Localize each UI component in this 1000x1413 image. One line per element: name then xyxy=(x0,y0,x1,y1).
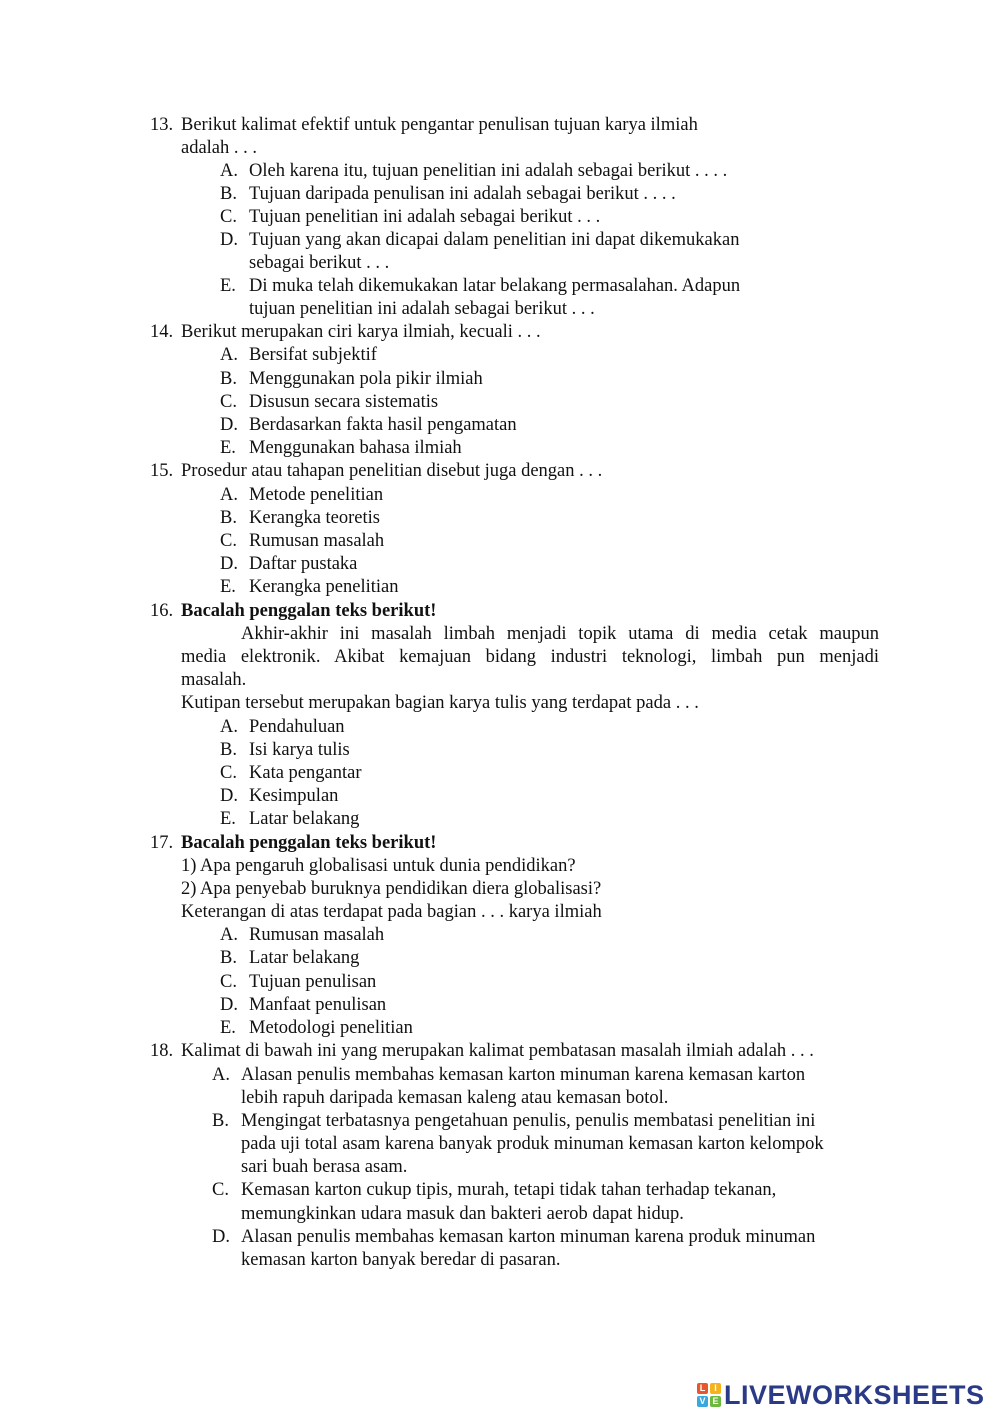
logo-mark-letter: I xyxy=(710,1383,721,1394)
option-text: kemasan karton banyak beredar di pasaran. xyxy=(241,1250,561,1270)
option-letter: B. xyxy=(220,369,237,389)
option-letter: A. xyxy=(220,161,238,181)
option-letter: E. xyxy=(220,577,236,597)
option-letter: B. xyxy=(220,948,237,968)
option-text: Isi karya tulis xyxy=(249,740,350,760)
option-letter: C. xyxy=(220,531,237,551)
option-text: Rumusan masalah xyxy=(249,531,385,551)
option-text: pada uji total asam karena banyak produk minuman kemasan karton kelompok xyxy=(241,1134,824,1154)
question-stem: Keterangan di atas terdapat pada bagian . . . karya ilmiah xyxy=(181,902,602,922)
option-text: Tujuan daripada penulisan ini adalah sebagai berikut . . . . xyxy=(249,184,676,204)
question-heading: Bacalah penggalan teks berikut! xyxy=(181,601,437,621)
option-text: Mengingat terbatasnya pengetahuan penulis, penulis membatasi penelitian ini xyxy=(241,1111,816,1131)
logo-mark-letter: L xyxy=(697,1383,708,1394)
option-letter: C. xyxy=(220,392,237,412)
question-number: 16. xyxy=(150,601,174,621)
option-text: Di muka telah dikemukakan latar belakang permasalahan. Adapun xyxy=(249,276,741,296)
option-letter: A. xyxy=(220,485,238,505)
option-letter: B. xyxy=(212,1111,229,1131)
passage-line: Akhir-akhir ini masalah limbah menjadi topik utama di media cetak maupun xyxy=(241,624,879,644)
option-text: Kesimpulan xyxy=(249,786,339,806)
option-letter: D. xyxy=(212,1227,230,1247)
option-text: sari buah berasa asam. xyxy=(241,1157,408,1177)
option-letter: E. xyxy=(220,1018,236,1038)
question-stem: Berikut merupakan ciri karya ilmiah, kecuali . . . xyxy=(181,322,541,342)
option-text: Latar belakang xyxy=(249,948,360,968)
option-letter: A. xyxy=(220,345,238,365)
option-text: Alasan penulis membahas kemasan karton minuman karena produk minuman xyxy=(241,1227,816,1247)
question-number: 18. xyxy=(150,1041,174,1061)
logo-text: LIVEWORKSHEETS xyxy=(724,1379,985,1410)
option-text: Kerangka penelitian xyxy=(249,577,399,597)
option-letter: B. xyxy=(220,184,237,204)
option-text: Menggunakan pola pikir ilmiah xyxy=(249,369,483,389)
option-text: Pendahuluan xyxy=(249,717,345,737)
question-stem: Berikut kalimat efektif untuk pengantar penulisan tujuan karya ilmiah xyxy=(181,115,698,135)
option-text: sebagai berikut . . . xyxy=(249,253,390,273)
option-text: Rumusan masalah xyxy=(249,925,385,945)
option-letter: D. xyxy=(220,786,238,806)
question-number: 17. xyxy=(150,833,174,853)
question-number: 15. xyxy=(150,461,174,481)
option-text: Kemasan karton cukup tipis, murah, tetapi tidak tahan terhadap tekanan, xyxy=(241,1180,777,1200)
option-text: Berdasarkan fakta hasil pengamatan xyxy=(249,415,517,435)
option-text: Tujuan penulisan xyxy=(249,972,377,992)
option-text: memungkinkan udara masuk dan bakteri aerob dapat hidup. xyxy=(241,1204,684,1224)
option-text: Metodologi penelitian xyxy=(249,1018,413,1038)
option-letter: E. xyxy=(220,276,236,296)
option-letter: E. xyxy=(220,438,236,458)
option-letter: C. xyxy=(220,207,237,227)
question-heading: Bacalah penggalan teks berikut! xyxy=(181,833,437,853)
option-text: Tujuan yang akan dicapai dalam penelitian ini dapat dikemukakan xyxy=(249,230,740,250)
logo-mark-letter: V xyxy=(697,1396,708,1407)
option-letter: C. xyxy=(220,763,237,783)
option-letter: B. xyxy=(220,508,237,528)
question-number: 13. xyxy=(150,115,174,135)
option-text: Menggunakan bahasa ilmiah xyxy=(249,438,462,458)
option-letter: E. xyxy=(220,809,236,829)
option-letter: A. xyxy=(220,925,238,945)
liveworksheets-mark-icon xyxy=(697,1383,721,1407)
option-letter: A. xyxy=(220,717,238,737)
option-letter: C. xyxy=(220,972,237,992)
option-text: Kerangka teoretis xyxy=(249,508,380,528)
option-text: Latar belakang xyxy=(249,809,360,829)
option-letter: D. xyxy=(220,415,238,435)
passage-line: masalah. xyxy=(181,670,247,690)
option-text: Metode penelitian xyxy=(249,485,384,505)
option-letter: B. xyxy=(220,740,237,760)
option-text: tujuan penelitian ini adalah sebagai berikut . . . xyxy=(249,299,595,319)
option-letter: D. xyxy=(220,230,238,250)
question-stem: Prosedur atau tahapan penelitian disebut juga dengan . . . xyxy=(181,461,603,481)
passage-line: 1) Apa pengaruh globalisasi untuk dunia pendidikan? xyxy=(181,856,576,876)
option-letter: C. xyxy=(212,1180,229,1200)
option-text: Daftar pustaka xyxy=(249,554,358,574)
option-text: Tujuan penelitian ini adalah sebagai berikut . . . xyxy=(249,207,601,227)
logo-mark-letter: E xyxy=(710,1396,721,1407)
option-letter: D. xyxy=(220,554,238,574)
option-letter: A. xyxy=(212,1065,230,1085)
question-stem: adalah . . . xyxy=(181,138,258,158)
liveworksheets-logo xyxy=(697,1378,997,1412)
option-text: Kata pengantar xyxy=(249,763,362,783)
question-stem: Kalimat di bawah ini yang merupakan kalimat pembatasan masalah ilmiah adalah . . . xyxy=(181,1041,814,1061)
question-stem: Kutipan tersebut merupakan bagian karya tulis yang terdapat pada . . . xyxy=(181,693,699,713)
option-text: Oleh karena itu, tujuan penelitian ini adalah sebagai berikut . . . . xyxy=(249,161,728,181)
passage-line: media elektronik. Akibat kemajuan bidang industri teknologi, limbah pun menjadi xyxy=(181,647,879,667)
option-text: Manfaat penulisan xyxy=(249,995,387,1015)
option-text: Disusun secara sistematis xyxy=(249,392,439,412)
option-text: Bersifat subjektif xyxy=(249,345,377,365)
option-text: lebih rapuh daripada kemasan kaleng atau kemasan botol. xyxy=(241,1088,669,1108)
option-letter: D. xyxy=(220,995,238,1015)
passage-line: 2) Apa penyebab buruknya pendidikan diera globalisasi? xyxy=(181,879,602,899)
option-text: Alasan penulis membahas kemasan karton minuman karena kemasan karton xyxy=(241,1065,806,1085)
question-number: 14. xyxy=(150,322,174,342)
